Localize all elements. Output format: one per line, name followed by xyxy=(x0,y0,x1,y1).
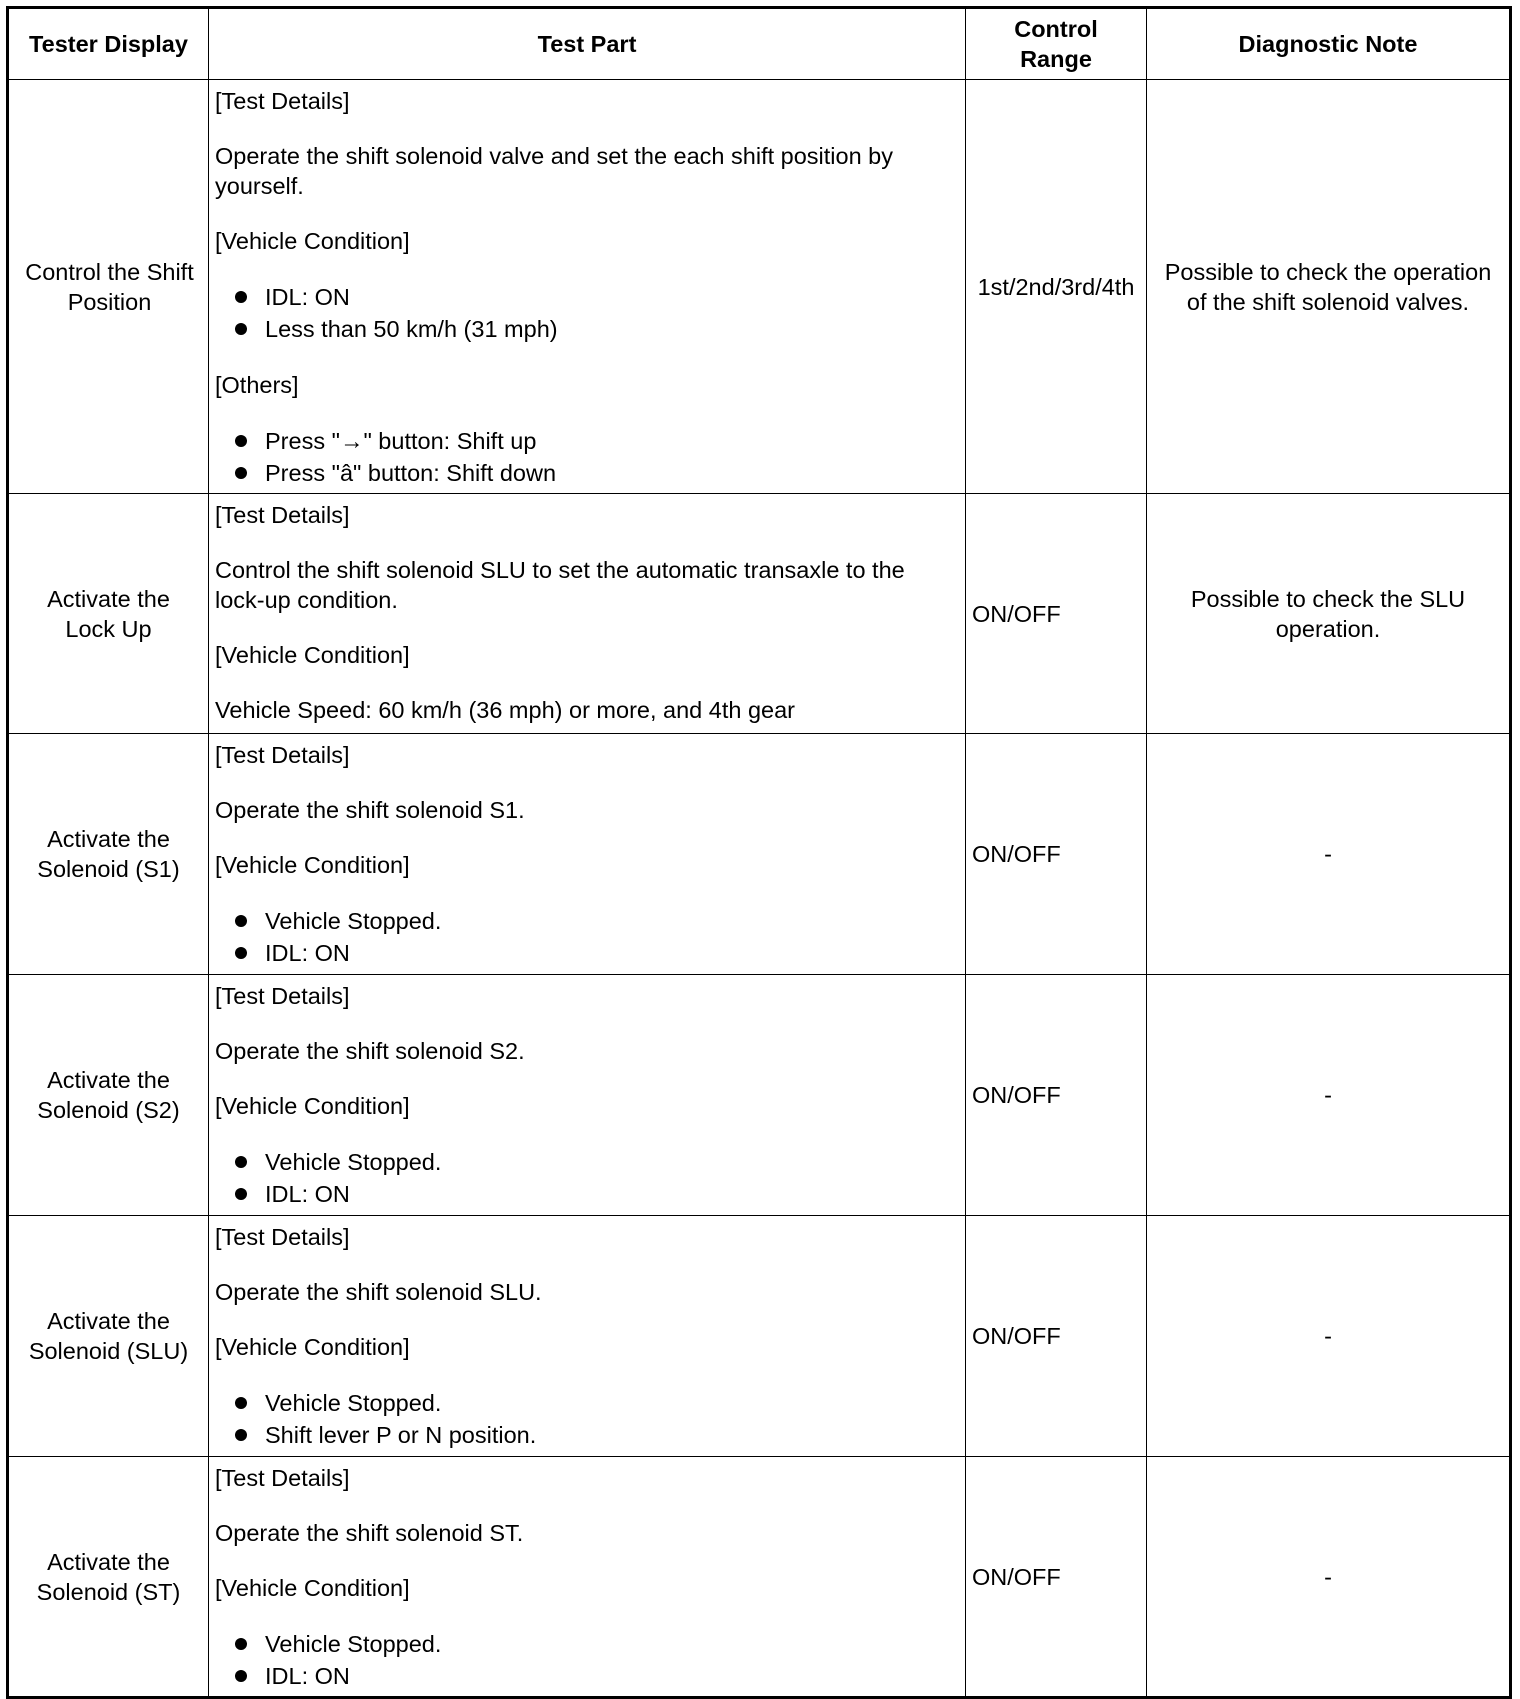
bullet-icon xyxy=(235,1156,247,1168)
control-range-cell: ON/OFF xyxy=(966,1216,1147,1457)
list-item-text: IDL: ON xyxy=(265,284,350,310)
bullet-icon xyxy=(235,915,247,927)
diagnostic-note-cell: - xyxy=(1147,1457,1511,1698)
list-item xyxy=(215,1660,959,1692)
bullet-icon xyxy=(235,323,247,335)
control-range-cell: ON/OFF xyxy=(966,494,1147,734)
others-label: [Others] xyxy=(215,372,299,398)
tester-display-cell xyxy=(8,494,209,734)
header-tester-display: Tester Display xyxy=(8,8,209,80)
list-item xyxy=(215,313,959,345)
list-item-text: Shift lever P or N position. xyxy=(265,1422,537,1448)
tester-display-text: Control the Shift Position xyxy=(25,258,194,315)
list-item xyxy=(215,1146,959,1178)
diagnostic-note-cell xyxy=(1147,494,1511,734)
vehicle-condition-list xyxy=(215,905,959,969)
active-test-table-container xyxy=(6,6,1509,1689)
tester-display-cell xyxy=(8,1457,209,1698)
test-details-text: Operate the shift solenoid valve and set the each shift position by yourself. xyxy=(215,143,894,199)
diagnostic-note-text: Possible to check the SLU operation. xyxy=(1190,585,1466,642)
list-item xyxy=(215,937,959,969)
list-item xyxy=(215,457,959,489)
list-item-text: Vehicle Stopped. xyxy=(265,1390,442,1416)
test-part-cell xyxy=(209,1216,966,1457)
vehicle-condition-list xyxy=(215,1387,959,1451)
vehicle-condition-label: [Vehicle Condition] xyxy=(215,642,410,668)
header-test-part: Test Part xyxy=(209,8,966,80)
test-details-text: Operate the shift solenoid S2. xyxy=(215,1038,525,1064)
test-details-label: [Test Details] xyxy=(215,983,350,1009)
diagnostic-note-cell: - xyxy=(1147,734,1511,975)
test-details-text: Control the shift solenoid SLU to set the automatic transaxle to the lock-up condition. xyxy=(215,557,905,613)
bullet-icon xyxy=(235,1188,247,1200)
test-details-label: [Test Details] xyxy=(215,502,350,528)
list-item xyxy=(215,1178,959,1210)
list-item-text: Vehicle Stopped. xyxy=(265,908,442,934)
tester-display-text: Activate the Lock Up xyxy=(47,585,170,642)
list-item xyxy=(215,425,959,457)
control-range-cell: ON/OFF xyxy=(966,975,1147,1216)
test-details-label: [Test Details] xyxy=(215,1224,350,1250)
table-row xyxy=(8,1457,1511,1698)
diagnostic-note-cell: - xyxy=(1147,1216,1511,1457)
list-item-text: Press "â" button: Shift down xyxy=(265,460,557,486)
tester-display-cell xyxy=(8,734,209,975)
header-control-range xyxy=(966,8,1147,80)
tester-display-text: Activate the Solenoid (S2) xyxy=(37,1067,180,1123)
bullet-icon xyxy=(235,1397,247,1409)
header-control-range-text: Control Range xyxy=(1014,16,1098,72)
vehicle-condition-label: [Vehicle Condition] xyxy=(215,852,410,878)
test-details-text: Operate the shift solenoid ST. xyxy=(215,1520,524,1546)
vehicle-condition-label: [Vehicle Condition] xyxy=(215,1575,410,1601)
tester-display-text: Activate the Solenoid (ST) xyxy=(36,1548,181,1605)
list-item-text: IDL: ON xyxy=(265,1663,350,1689)
list-item xyxy=(215,1419,959,1451)
vehicle-condition-label: [Vehicle Condition] xyxy=(215,1334,410,1360)
tester-display-cell xyxy=(8,80,209,494)
bullet-icon xyxy=(235,435,247,447)
others-list xyxy=(215,425,959,489)
table-row xyxy=(8,734,1511,975)
table-row xyxy=(8,1216,1511,1457)
tester-display-text: Activate the Solenoid (SLU) xyxy=(28,1308,189,1364)
list-item xyxy=(215,281,959,313)
tester-display-cell xyxy=(8,1216,209,1457)
control-range-cell: 1st/2nd/3rd/4th xyxy=(966,80,1147,494)
list-item-text: Vehicle Stopped. xyxy=(265,1149,442,1175)
test-part-cell xyxy=(209,975,966,1216)
test-part-cell xyxy=(209,734,966,975)
bullet-icon xyxy=(235,1638,247,1650)
bullet-icon xyxy=(235,467,247,479)
test-part-cell xyxy=(209,1457,966,1698)
list-item-text: Less than 50 km/h (31 mph) xyxy=(265,316,558,342)
diagnostic-note-cell: Possible to check the operation of the shift solenoid valves. xyxy=(1147,80,1511,494)
diagnostic-note-cell: - xyxy=(1147,975,1511,1216)
list-item xyxy=(215,905,959,937)
bullet-icon xyxy=(235,947,247,959)
test-details-label: [Test Details] xyxy=(215,88,350,114)
test-part-cell xyxy=(209,80,966,494)
table-row xyxy=(8,80,1511,494)
bullet-icon xyxy=(235,291,247,303)
vehicle-condition-list xyxy=(215,1628,959,1692)
control-range-cell: ON/OFF xyxy=(966,1457,1147,1698)
vehicle-condition-list xyxy=(215,1146,959,1210)
test-details-text: Operate the shift solenoid S1. xyxy=(215,797,525,823)
test-details-label: [Test Details] xyxy=(215,742,350,768)
list-item-text: Vehicle Stopped. xyxy=(265,1631,442,1657)
test-details-label: [Test Details] xyxy=(215,1465,350,1491)
tester-display-text: Activate the Solenoid (S1) xyxy=(37,826,180,882)
header-diagnostic-note: Diagnostic Note xyxy=(1147,8,1511,80)
table-row xyxy=(8,494,1511,734)
list-item xyxy=(215,1387,959,1419)
test-part-cell xyxy=(209,494,966,734)
bullet-icon xyxy=(235,1429,247,1441)
vehicle-condition-list xyxy=(215,281,959,345)
list-item xyxy=(215,1628,959,1660)
vehicle-condition-text: Vehicle Speed: 60 km/h (36 mph) or more, and 4th gear xyxy=(215,697,795,723)
active-test-table xyxy=(6,6,1512,1699)
test-details-text: Operate the shift solenoid SLU. xyxy=(215,1279,542,1305)
control-range-cell: ON/OFF xyxy=(966,734,1147,975)
vehicle-condition-label: [Vehicle Condition] xyxy=(215,228,410,254)
list-item-text: IDL: ON xyxy=(265,1181,350,1207)
table-row xyxy=(8,975,1511,1216)
list-item-text: IDL: ON xyxy=(265,940,350,966)
bullet-icon xyxy=(235,1670,247,1682)
vehicle-condition-label: [Vehicle Condition] xyxy=(215,1093,410,1119)
table-header-row xyxy=(8,8,1511,80)
list-item-text: Press "→" button: Shift up xyxy=(265,428,537,454)
tester-display-cell xyxy=(8,975,209,1216)
